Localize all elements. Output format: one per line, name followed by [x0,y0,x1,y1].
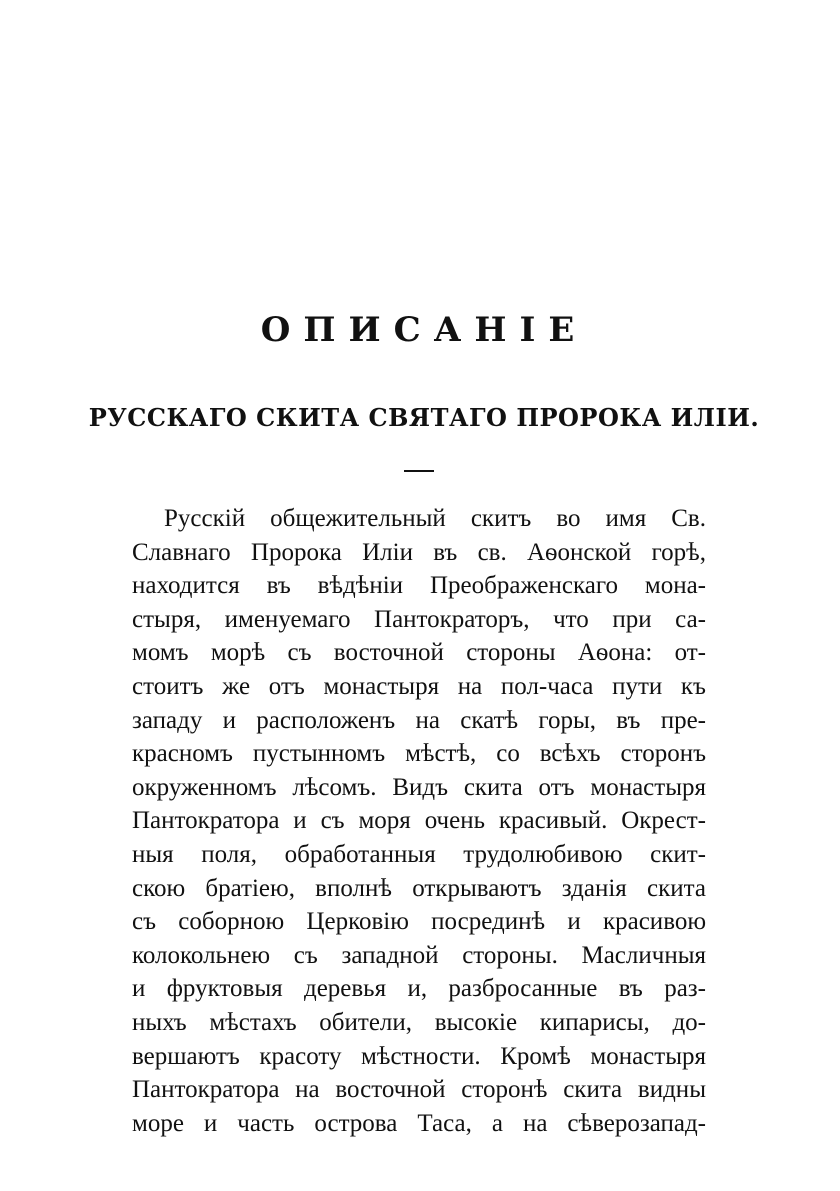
text-line: колокольнею съ западной стороны. Масличныя [132,941,706,969]
text-line: западу и расположенъ на скатѣ горы, въ пре- [132,706,706,734]
text-line: съ соборною Церковію посрединѣ и красивою [132,908,706,936]
text-line: ныя поля, обработанныя трудолюбивою скит- [132,840,706,868]
text-line: и фруктовыя деревья и, разбросанные въ раз- [132,975,706,1003]
text-line: Пантократора на восточной сторонѣ скита видны [132,1076,706,1104]
separator-rule [404,470,434,472]
text-line: скою братіею, вполнѣ открываютъ зданія скита [132,874,706,902]
text-line: находится въ вѣдѣніи Преображенскаго мона- [132,572,706,600]
text-line: Русскій общежительный скитъ во имя Св. [164,505,706,532]
text-line: вершаютъ красоту мѣстности. Кромѣ монастыря [132,1042,706,1070]
page-title: ОПИСАНІЕ [260,310,588,350]
text-line: Славнаго Пророка Иліи въ св. Аѳонской горѣ, [132,538,706,566]
text-line: ныхъ мѣстахъ обители, высокіе кипарисы, до- [132,1008,706,1036]
page-subtitle: РУССКАГО СКИТА СВЯТАГО ПРОРОКА ИЛІИ. [88,403,760,432]
text-line: море и часть острова Таса, а на сѣверозапад- [132,1109,706,1137]
text-line: окруженномъ лѣсомъ. Видъ скита отъ монастыря [132,773,706,801]
text-line: стыря, именуемаго Пантократоръ, что при са- [132,605,706,633]
body-paragraph [132,502,706,1140]
text-line: красномъ пустынномъ мѣстѣ, со всѣхъ сторонъ [132,740,706,768]
text-line: стоитъ же отъ монастыря на пол-часа пути къ [132,672,706,700]
text-line: момъ морѣ съ восточной стороны Аѳона: от- [132,639,706,667]
text-line: Пантократора и съ моря очень красивый. Окрест- [132,807,706,835]
